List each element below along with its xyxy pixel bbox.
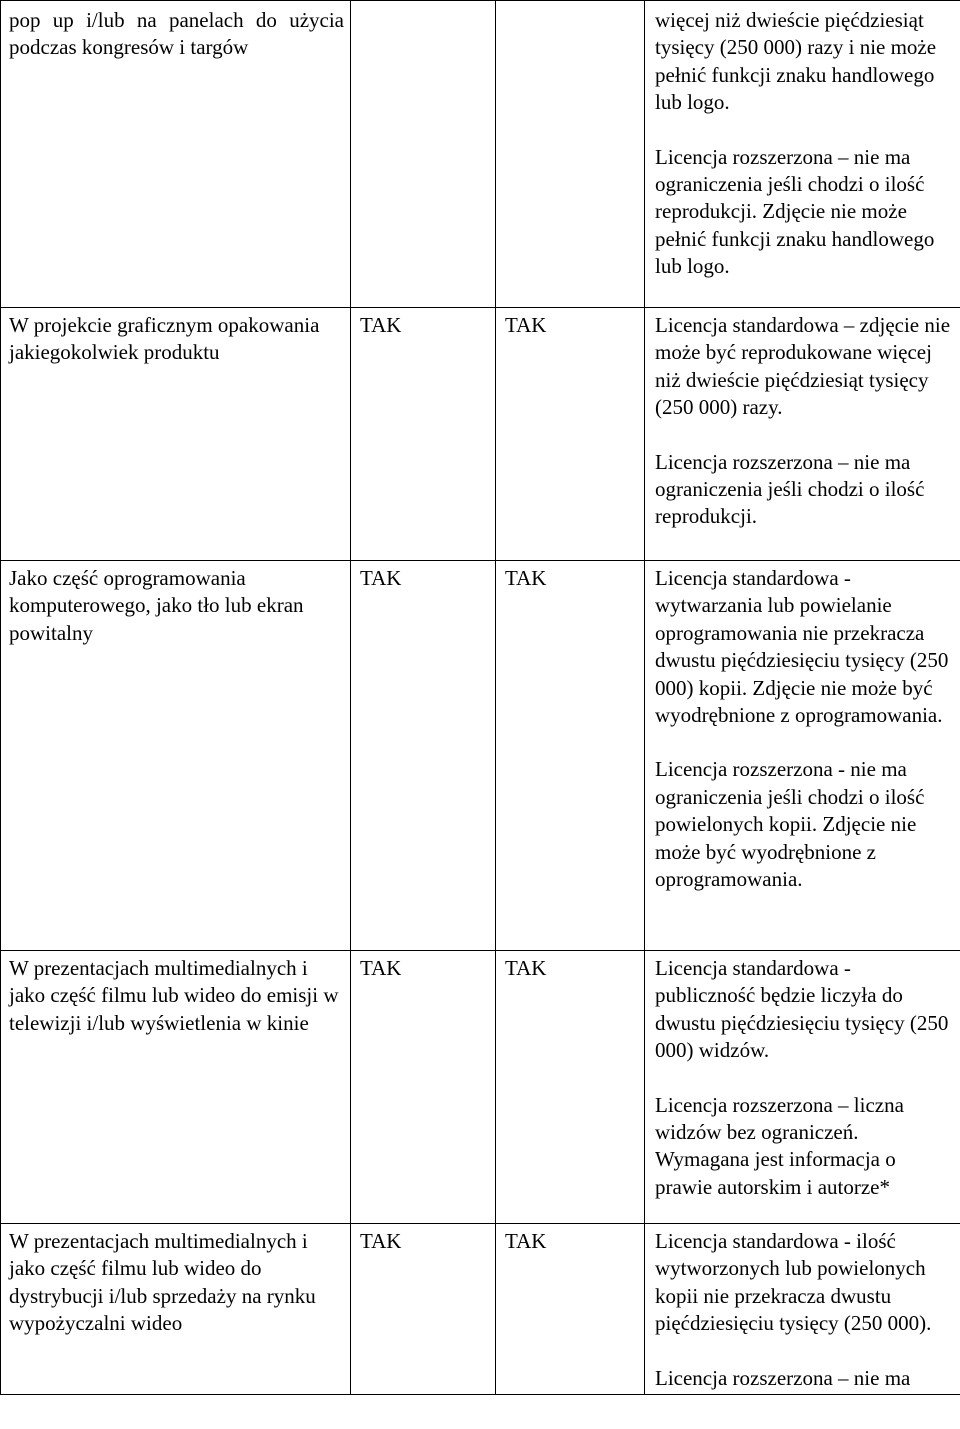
col-b-value: TAK — [505, 956, 547, 980]
notes-paragraph: Licencja rozszerzona - nie ma ograniczenia jeśli chodzi o ilość powielonych kopii. Zdjęcie nie może być wyodrębnione z oprogramowania. — [655, 757, 925, 892]
col-a-cell — [351, 561, 496, 951]
usage-text: W projekcie graficznym opakowania jakiegokolwiek produktu — [9, 313, 320, 365]
col-b-cell — [496, 951, 645, 1224]
col-a-cell — [351, 1224, 496, 1395]
notes-paragraph: Licencja rozszerzona – nie ma — [655, 1365, 911, 1390]
notes-paragraph: Licencja standardowa - ilość wytworzonych lub powielonych kopii nie przekracza dwustu pięćdziesięciu tysięcy (250 000). — [655, 1229, 932, 1336]
col-b-cell — [496, 308, 645, 561]
usage-cell — [1, 1224, 351, 1395]
notes-cell — [645, 308, 960, 561]
notes-paragraph: Licencja rozszerzona – nie ma ograniczenia jeśli chodzi o ilość reprodukcji. Zdjęcie nie może pełnić funkcji znaku handlowego lub logo. — [655, 144, 935, 279]
notes-paragraph: Licencja standardowa - wytwarzania lub powielanie oprogramowania nie przekracza dwustu pięćdziesięciu tysięcy (250 000) kopii. Zdjęcie nie może być wyodrębnione z oprogramowania. — [655, 566, 949, 728]
col-a-value: TAK — [360, 313, 402, 337]
usage-text: Jako część oprogramowania komputerowego, jako tło lub ekran powitalny — [9, 566, 304, 645]
usage-text: W prezentacjach multimedialnych i jako część filmu lub wideo do dystrybucji i/lub sprzedaży na rynku wypożyczalni wideo — [9, 1229, 316, 1336]
col-a-value: TAK — [360, 956, 402, 980]
table-row — [1, 561, 960, 951]
col-a-cell — [351, 1, 496, 308]
table-row — [1, 951, 960, 1224]
col-a-cell — [351, 951, 496, 1224]
table-row — [1, 1, 960, 308]
usage-cell — [1, 951, 351, 1224]
notes-cell — [645, 561, 960, 951]
usage-cell — [1, 1, 351, 308]
table-row — [1, 308, 960, 561]
notes-paragraph: Licencja standardowa - publiczność będzie liczyła do dwustu pięćdziesięciu tysięcy (250 000) widzów. — [655, 956, 949, 1063]
col-b-cell — [496, 1, 645, 308]
notes-paragraph: Licencja standardowa – zdjęcie nie może być reprodukowane więcej niż dwieście pięćdziesiąt tysięcy (250 000) razy. — [655, 313, 951, 420]
col-b-value: TAK — [505, 313, 547, 337]
col-b-cell — [496, 561, 645, 951]
notes-paragraph: więcej niż dwieście pięćdziesiąt tysięcy (250 000) razy i nie może pełnić funkcji znaku handlowego lub logo. — [655, 8, 937, 115]
col-a-value: TAK — [360, 1229, 402, 1253]
usage-cell — [1, 561, 351, 951]
table-row — [1, 1224, 960, 1395]
col-b-value: TAK — [505, 566, 547, 590]
notes-cell — [645, 951, 960, 1224]
usage-text: pop up i/lub na panelach do użycia podczas kongresów i targów — [9, 8, 344, 60]
notes-cell — [645, 1224, 960, 1395]
notes-paragraph: Licencja rozszerzona – nie ma ograniczenia jeśli chodzi o ilość reprodukcji. — [655, 449, 925, 529]
notes-cell — [645, 1, 960, 308]
usage-cell — [1, 308, 351, 561]
col-a-cell — [351, 308, 496, 561]
col-b-value: TAK — [505, 1229, 547, 1253]
usage-text: W prezentacjach multimedialnych i jako część filmu lub wideo do emisji w telewizji i/lub wyświetlenia w kinie — [9, 956, 339, 1035]
col-a-value: TAK — [360, 566, 402, 590]
col-b-cell — [496, 1224, 645, 1395]
notes-paragraph: Licencja rozszerzona – liczna widzów bez ograniczeń. Wymagana jest informacja o prawie autorskim i autorze* — [655, 1092, 904, 1199]
